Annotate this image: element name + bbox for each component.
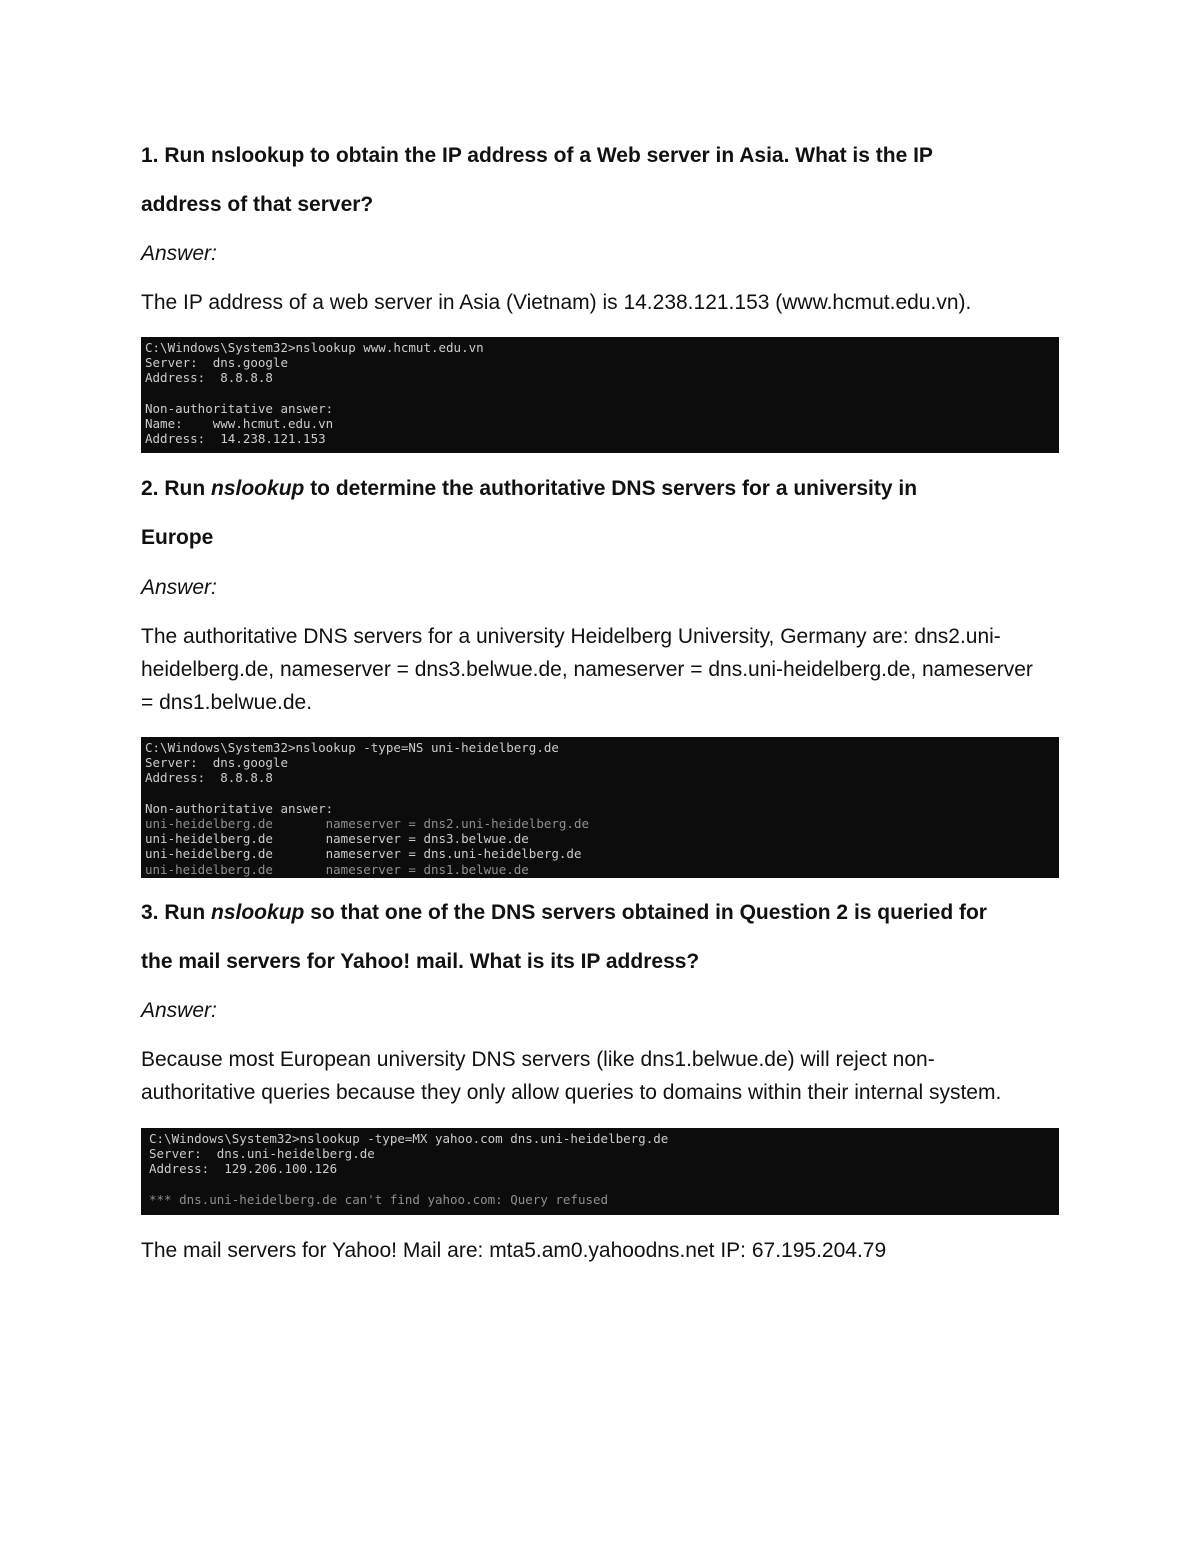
- answer-2-line: The authoritative DNS servers for a university Heidelberg University, Germany are: dns2.uni-: [141, 625, 1001, 648]
- terminal-line: uni-heidelberg.de nameserver = dns1.belwue.de: [145, 861, 529, 877]
- question-3-line-1: [141, 897, 1061, 929]
- question-3-command: nslookup: [211, 901, 305, 924]
- terminal-line: Non-authoritative answer:: [145, 400, 334, 416]
- terminal-line: C:\Windows\System32>nslookup -type=NS uni-heidelberg.de: [145, 740, 559, 755]
- question-1-line-2: address of that server?: [141, 193, 374, 216]
- answer-3-text: [141, 1043, 1061, 1109]
- question-2-command: nslookup: [211, 477, 305, 500]
- question-3-line-2: the mail servers for Yahoo! mail. What is its IP address?: [141, 950, 700, 973]
- terminal-line: uni-heidelberg.de nameserver = dns2.uni-heidelberg.de: [145, 816, 590, 831]
- terminal-line: Name: www.hcmut.edu.vn: [145, 416, 334, 431]
- answer-2-label: Answer:: [141, 576, 217, 599]
- answer-3-label: Answer:: [141, 999, 217, 1022]
- terminal-line: Address: 8.8.8.8: [145, 770, 273, 786]
- terminal-screenshot-3: [141, 1128, 1059, 1215]
- question-2-line-1: [141, 473, 1061, 505]
- terminal-line: uni-heidelberg.de nameserver = dns.uni-heidelberg.de: [145, 846, 582, 862]
- question-1-line-1: 1. Run nslookup to obtain the IP address of a Web server in Asia. What is the IP: [141, 144, 933, 167]
- terminal-line: Server: dns.google: [145, 355, 288, 371]
- terminal-line: [145, 386, 1055, 401]
- answer-1-text: The IP address of a web server in Asia (Vietnam) is 14.238.121.153 (www.hcmut.edu.vn).: [141, 291, 972, 314]
- terminal-line: Server: dns.uni-heidelberg.de: [149, 1146, 375, 1162]
- terminal-line: [149, 1177, 1055, 1192]
- answer-3-final: The mail servers for Yahoo! Mail are: mta5.am0.yahoodns.net IP: 67.195.204.79: [141, 1239, 887, 1262]
- answer-2-line: heidelberg.de, nameserver = dns3.belwue.de, nameserver = dns.uni-heidelberg.de, nameserver: [141, 658, 1033, 681]
- terminal-line: uni-heidelberg.de nameserver = dns3.belwue.de: [145, 831, 529, 847]
- terminal-line: *** dns.uni-heidelberg.de can't find yahoo.com: Query refused: [149, 1191, 609, 1207]
- question-2-line-2: Europe: [141, 526, 214, 549]
- terminal-screenshot-1: [141, 337, 1059, 453]
- answer-2-line: = dns1.belwue.de.: [141, 691, 313, 714]
- question-2-number: 2. Run: [141, 477, 212, 500]
- question-2-rest: to determine the authoritative DNS servers for a university in: [304, 477, 918, 500]
- answer-3-line: Because most European university DNS servers (like dns1.belwue.de) will reject non-: [141, 1048, 935, 1071]
- terminal-line: C:\Windows\System32>nslookup www.hcmut.edu.vn: [145, 340, 484, 355]
- question-3-number: 3. Run: [141, 901, 212, 924]
- terminal-line: Server: dns.google: [145, 755, 288, 771]
- answer-3-line: authoritative queries because they only allow queries to domains within their internal system.: [141, 1081, 1002, 1104]
- terminal-line: Address: 8.8.8.8: [145, 370, 273, 386]
- terminal-line: [145, 786, 1055, 801]
- terminal-line: Address: 14.238.121.153: [145, 431, 326, 447]
- terminal-screenshot-2: [141, 737, 1059, 878]
- answer-2-text: [141, 620, 1061, 719]
- answer-1-label: Answer:: [141, 242, 217, 265]
- terminal-line: Non-authoritative answer:: [145, 800, 334, 816]
- terminal-line: Address: 129.206.100.126: [149, 1161, 338, 1177]
- question-3-rest: so that one of the DNS servers obtained in Question 2 is queried for: [304, 901, 987, 924]
- terminal-line: C:\Windows\System32>nslookup -type=MX yahoo.com dns.uni-heidelberg.de: [149, 1131, 669, 1146]
